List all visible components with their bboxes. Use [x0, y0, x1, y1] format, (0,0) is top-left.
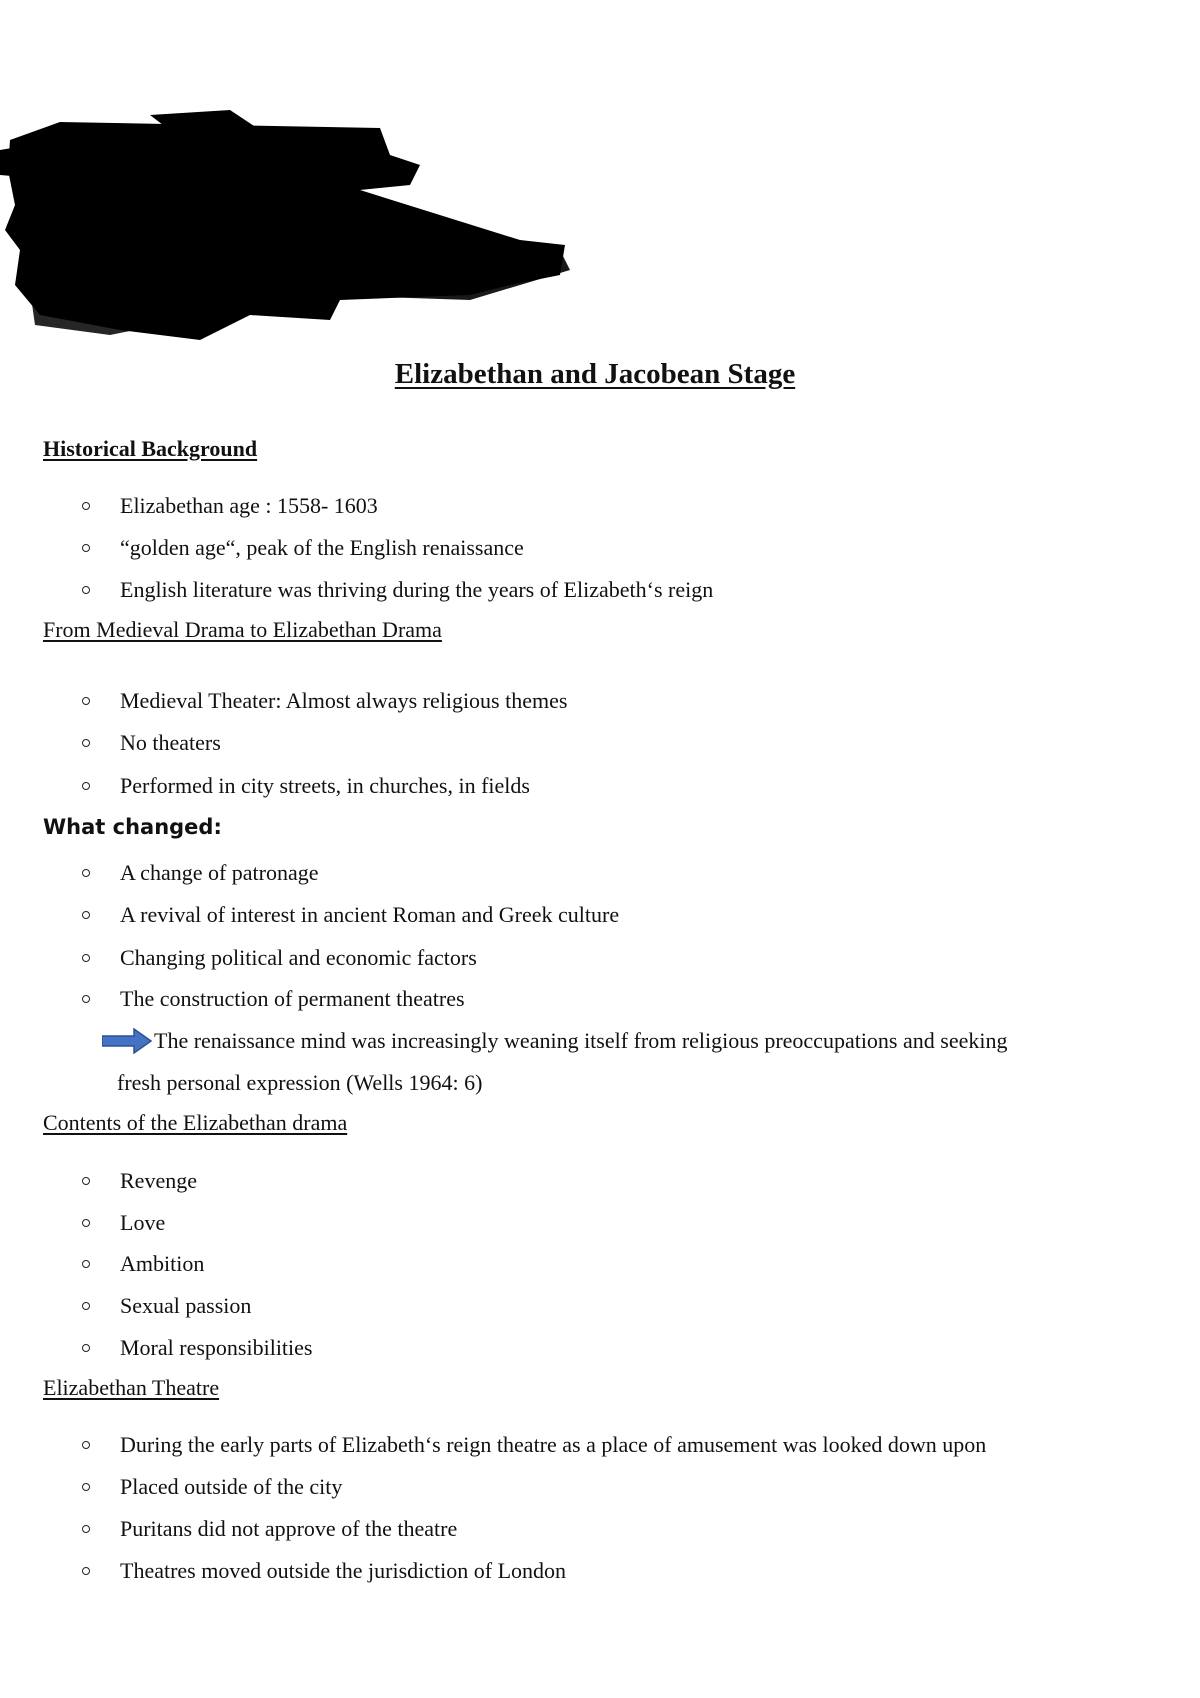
bullet-icon — [82, 1177, 90, 1185]
list-item: Moral responsibilities — [80, 1335, 312, 1361]
right-arrow-icon — [102, 1028, 152, 1054]
bullet-icon — [82, 911, 90, 919]
list-item: Ambition — [80, 1251, 204, 1277]
list-item: No theaters — [80, 730, 221, 756]
bullet-icon — [82, 869, 90, 877]
list-item: Placed outside of the city — [80, 1474, 342, 1500]
bullet-icon — [82, 739, 90, 747]
bullet-icon — [82, 544, 90, 552]
list-item: Elizabethan age : 1558- 1603 — [80, 493, 378, 519]
page-title: Elizabethan and Jacobean Stage — [394, 358, 796, 390]
list-item: During the early parts of Elizabeth‘s reign theatre as a place of amusement was looked down upon — [80, 1432, 986, 1458]
list-item: A change of patronage — [80, 860, 319, 886]
list-item: Medieval Theater: Almost always religious themes — [80, 688, 567, 714]
list-item: Performed in city streets, in churches, in fields — [80, 773, 530, 799]
note-line-continued: fresh personal expression (Wells 1964: 6) — [117, 1070, 483, 1095]
bullet-icon — [82, 1567, 90, 1575]
list-item: A revival of interest in ancient Roman and Greek culture — [80, 902, 619, 928]
bullet-icon — [82, 1441, 90, 1449]
bullet-icon — [82, 954, 90, 962]
sub-heading-what-changed: What changed: — [43, 815, 222, 839]
bullet-icon — [82, 586, 90, 594]
list-item: Theatres moved outside the jurisdiction of London — [80, 1558, 566, 1584]
bullet-icon — [82, 782, 90, 790]
section-heading-elizabethan-theatre: Elizabethan Theatre — [43, 1375, 220, 1400]
bullet-icon — [82, 1260, 90, 1268]
list-item: Changing political and economic factors — [80, 945, 477, 971]
list-item: The construction of permanent theatres — [80, 986, 465, 1012]
bullet-icon — [82, 502, 90, 510]
bullet-icon — [82, 1219, 90, 1227]
list-item: Puritans did not approve of the theatre — [80, 1516, 457, 1542]
section-heading-medieval-to-elizabethan: From Medieval Drama to Elizabethan Drama — [43, 617, 442, 642]
section-heading-contents: Contents of the Elizabethan drama — [43, 1110, 348, 1135]
list-item: English literature was thriving during the years of Elizabeth‘s reign — [80, 577, 713, 603]
bullet-icon — [82, 1483, 90, 1491]
bullet-icon — [82, 697, 90, 705]
list-item: “golden age“, peak of the English renaissance — [80, 535, 524, 561]
list-item: Revenge — [80, 1168, 197, 1194]
bullet-icon — [82, 995, 90, 1003]
list-item: Sexual passion — [80, 1293, 251, 1319]
bullet-icon — [82, 1302, 90, 1310]
redaction-scribble — [0, 110, 580, 345]
section-heading-historical-background: Historical Background — [43, 436, 258, 461]
bullet-icon — [82, 1344, 90, 1352]
note-line: The renaissance mind was increasingly weaning itself from religious preoccupations and seeking — [102, 1028, 1007, 1054]
bullet-icon — [82, 1525, 90, 1533]
list-item: Love — [80, 1210, 165, 1236]
